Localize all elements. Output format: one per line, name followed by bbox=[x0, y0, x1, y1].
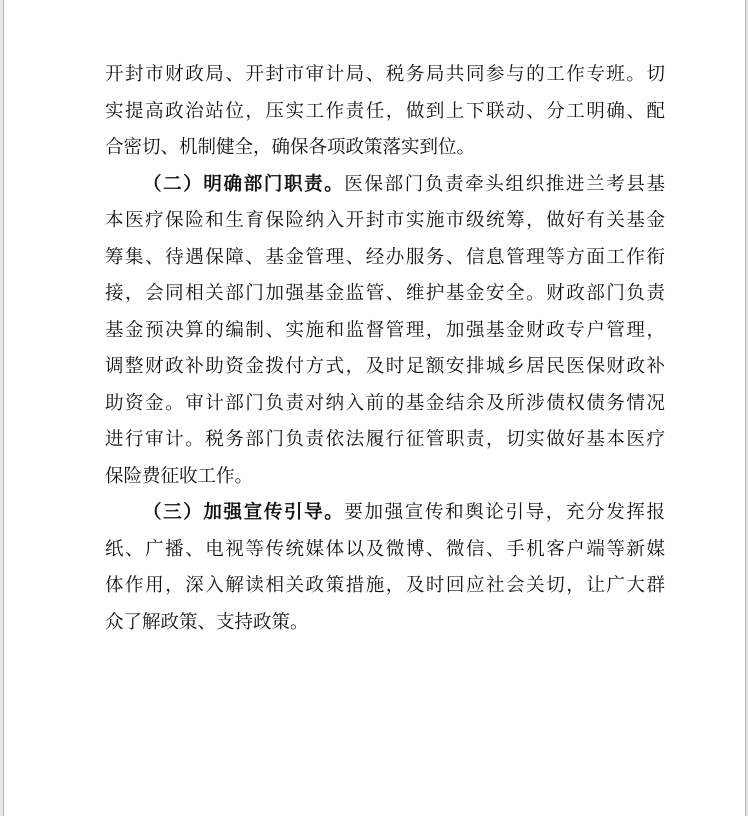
text-line: 基金预决算的编制、实施和监督管理，加强基金财政专户管理， bbox=[105, 319, 665, 341]
text-line: 保险费征收工作。 bbox=[105, 465, 254, 487]
text-line: 实提高政治站位，压实工作责任，做到上下联动、分工明确、配 bbox=[105, 100, 665, 122]
text-line: 纸、广播、电视等传统媒体以及微博、微信、手机客户端等新媒 bbox=[105, 538, 665, 560]
section-heading: （三）加强宣传引导。 bbox=[143, 502, 345, 523]
text-line: 接，会同相关部门加强基金监管、维护基金安全。财政部门负责 bbox=[105, 283, 665, 304]
text-line: 体作用，深入解读相关政策措施，及时回应社会关切，让广大群 bbox=[105, 575, 665, 596]
text-line: 助资金。审计部门负责对纳入前的基金结余及所涉债权债务情况 bbox=[105, 392, 665, 414]
paragraph-department-duties bbox=[105, 167, 665, 496]
text-line: 众了解政策、支持政策。 bbox=[105, 611, 309, 633]
document-page bbox=[3, 0, 746, 816]
text-line: 本医疗保险和生育保险纳入开封市实施市级统筹，做好有关基金 bbox=[105, 210, 665, 231]
text-line: 调整财政补助资金拨付方式，及时足额安排城乡居民医保财政补 bbox=[105, 356, 665, 377]
text-line: 进行审计。税务部门负责依法履行征管职责，切实做好基本医疗 bbox=[105, 429, 665, 450]
paragraph-work-group bbox=[105, 57, 665, 167]
text-line bbox=[105, 167, 665, 204]
section-heading: （二）明确部门职责。 bbox=[143, 173, 345, 195]
text-span: 医保部门负责牵头组织推进兰考县基 bbox=[344, 173, 665, 195]
document-body bbox=[105, 57, 665, 641]
text-line: 开封市财政局、开封市审计局、税务局共同参与的工作专班。切 bbox=[105, 64, 665, 85]
text-line: 合密切、机制健全，确保各项政策落实到位。 bbox=[105, 137, 476, 158]
paragraph-publicity bbox=[105, 495, 665, 641]
text-line bbox=[105, 495, 665, 532]
text-line: 筹集、待遇保障、基金管理、经办服务、信息管理等方面工作衔 bbox=[105, 246, 665, 268]
text-span: 要加强宣传和舆论引导，充分发挥报 bbox=[344, 502, 665, 523]
